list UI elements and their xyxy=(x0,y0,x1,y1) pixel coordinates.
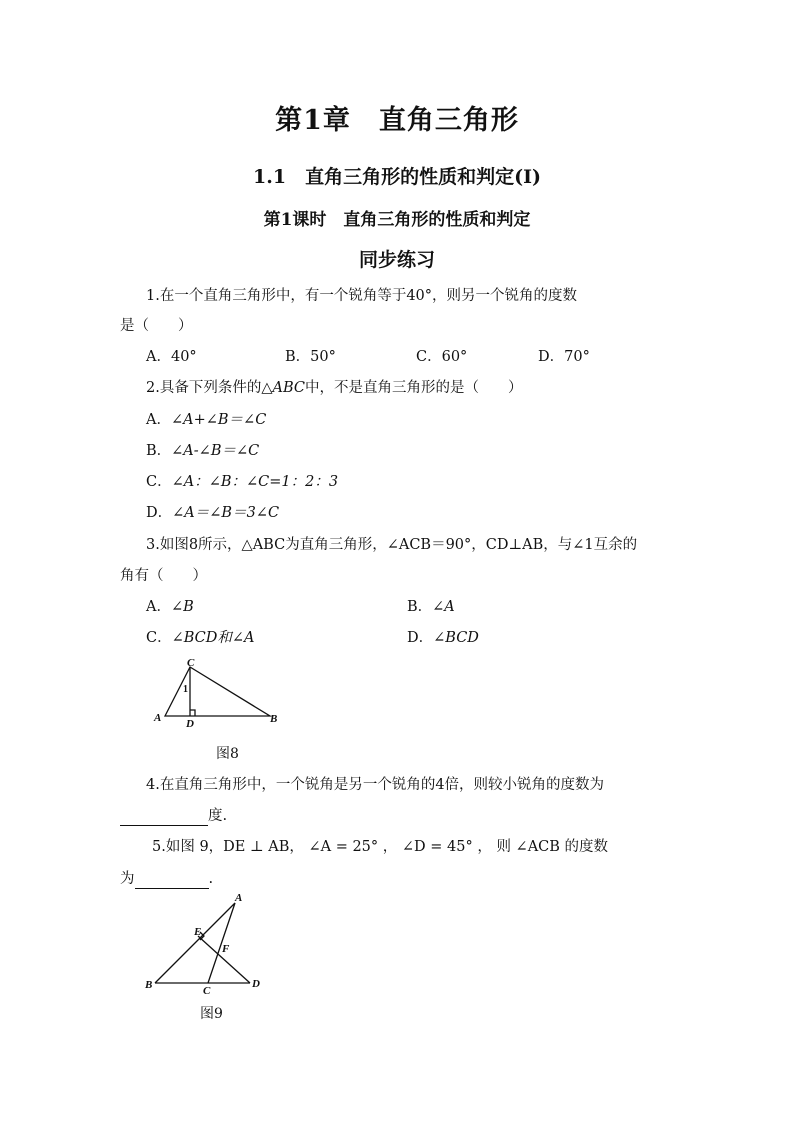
q2-stem-pre: 2.具备下列条件的△ xyxy=(146,380,273,396)
q5-stem-line1: 5.如图 9，DE ⊥ AB， ∠A = 25° ， ∠D = 45° ， 则 ∠ACB 的度数 xyxy=(152,839,609,855)
q3-stem-line2: 角有（ ） xyxy=(120,568,207,584)
figure-8 xyxy=(150,656,290,732)
q2-option-c: C．∠A：∠B：∠C=1：2：3 xyxy=(146,474,339,490)
practice-title: 同步练习 xyxy=(358,249,435,271)
fig8-label-b: B xyxy=(270,713,278,725)
fig8-caption: 图8 xyxy=(216,746,239,762)
fig8-label-a: A xyxy=(154,712,162,724)
q1-stem-line1: 1.在一个直角三角形中，有一个锐角等于40°，则另一个锐角的度数 xyxy=(146,288,578,304)
q1-stem-line2: 是（ ） xyxy=(120,318,193,334)
q1-option-c: C．60° xyxy=(416,349,468,365)
fig8-label-d: D xyxy=(186,718,194,730)
q3-stem-line1: 3.如图8所示，△ABC为直角三角形，∠ACB＝90°，CD⊥AB，与∠1互余的 xyxy=(146,537,638,553)
q3-option-b: B．∠A xyxy=(407,599,455,615)
q2-option-a: A．∠A+∠B＝∠C xyxy=(146,412,267,428)
figure-9 xyxy=(140,888,270,996)
fig9-label-e: E xyxy=(194,926,202,938)
fig9-label-c: C xyxy=(203,985,211,996)
q2-stem xyxy=(146,378,523,398)
q1-option-b: B．50° xyxy=(285,349,336,365)
q4-stem-line2: 度. xyxy=(120,806,227,826)
q2-stem-post: 中，不是直角三角形的是（ ） xyxy=(305,380,523,396)
q2-stem-var: ABC xyxy=(272,380,305,396)
q3-option-d: D．∠BCD xyxy=(407,630,479,646)
q2-option-d: D．∠A＝∠B＝3∠C xyxy=(146,505,280,521)
q5-answer-blank[interactable] xyxy=(135,872,209,889)
fig9-label-d: D xyxy=(252,978,260,990)
q2-option-b: B．∠A-∠B＝∠C xyxy=(146,443,260,459)
section-title: 1.1 直角三角形的性质和判定(Ⅰ) xyxy=(253,166,541,188)
chapter-title: 第1章 直角三角形 xyxy=(275,105,519,136)
q3-option-c: C．∠BCD和∠A xyxy=(146,630,255,646)
q5-stem-line2: 为 . xyxy=(120,871,214,887)
lesson-title: 第1课时 直角三角形的性质和判定 xyxy=(263,210,531,230)
q4-answer-blank[interactable] xyxy=(120,809,208,826)
q1-option-d: D．70° xyxy=(538,349,590,365)
fig9-label-f: F xyxy=(222,943,230,955)
q1-option-a: A．40° xyxy=(146,349,197,365)
fig8-label-c: C xyxy=(187,657,195,669)
q4-stem-line1: 4.在直角三角形中，一个锐角是另一个锐角的4倍，则较小锐角的度数为 xyxy=(146,777,605,793)
fig9-caption: 图9 xyxy=(200,1006,223,1022)
fig9-label-a: A xyxy=(235,892,243,904)
fig9-label-b: B xyxy=(145,979,153,991)
q3-option-a: A．∠B xyxy=(146,599,194,615)
fig8-angle-1: 1 xyxy=(183,684,188,695)
